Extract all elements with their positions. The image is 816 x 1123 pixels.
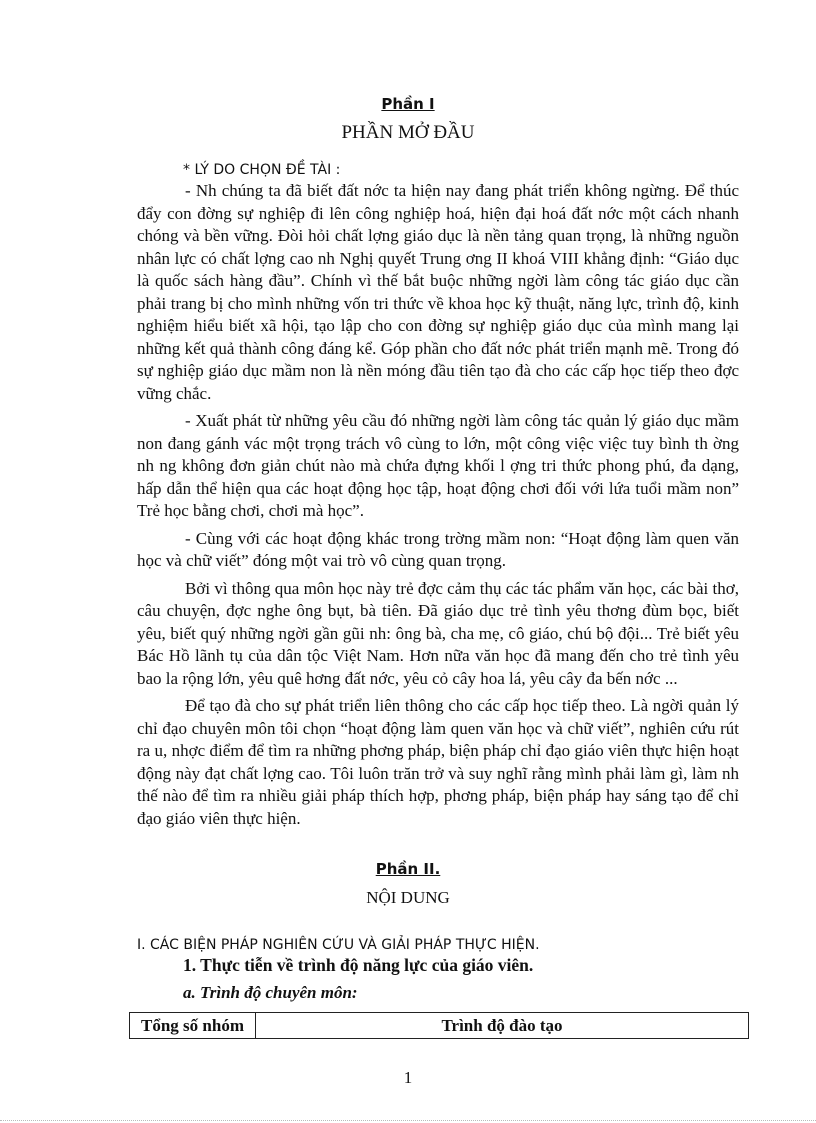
paragraph: Để tạo đà cho sự phát triển liên thông cho các cấp học tiếp theo. Là ngời quản lý chỉ đạo chuyên môn tôi chọn “hoạt động làm quen văn học và chữ viết”, nghiên cứu rút ra u, nhợc điểm để tìm ra những phơng pháp, biện pháp chỉ đạo giáo viên thực hiện hoạt động này đạt chất lợng cao. Tôi luôn trăn trở và suy nghĩ rằng mình phải làm gì, làm nh thế nào để tìm ra nhiều giải pháp thích hợp, phơng pháp, biện pháp hay sáng tạo để chỉ đạo giáo viên thực hiện. bbox=[137, 696, 739, 828]
part-1-label: Phần I bbox=[381, 95, 435, 113]
section-heading: I. CÁC BIỆN PHÁP NGHIÊN CỨU VÀ GIẢI PHÁP THỰC HIỆN. bbox=[137, 937, 540, 953]
part-2-title: NỘI DUNG bbox=[366, 888, 450, 907]
table-header-cell: Tổng số nhóm bbox=[130, 1013, 256, 1039]
intro-body bbox=[137, 180, 739, 835]
part-1-title: PHẦN MỞ ĐẦU bbox=[341, 122, 475, 143]
part-2-label: Phần II. bbox=[375, 860, 441, 878]
paragraph: - Xuất phát từ những yêu cầu đó những ngời làm công tác quản lý giáo dục mầm non đang gánh vác một trọng trách vô cùng to lớn, một công việc việc tuy bình th ờng nh ng không đơn giản chút nào mà chứa đựng khối l ợng tri thức phong phú, đa dạng, hấp dẫn thể hiện qua các hoạt động học tập, hoạt động chơi đối với lứa tuổi mầm non” Trẻ học bằng chơi, chơi mà học”. bbox=[137, 411, 739, 520]
sub-heading-italic: a. Trình độ chuyên môn: bbox=[183, 983, 358, 1002]
training-table bbox=[129, 1012, 749, 1039]
page-number: 1 bbox=[403, 1068, 413, 1087]
paragraph: - Nh chúng ta đã biết đất nớc ta hiện nay đang phát triển không ngừng. Để thúc đẩy con đờng sự nghiệp đi lên công nghiệp hoá, hiện đại hoá đất nớc một cách nhanh chóng và bền vững. Đòi hỏi chất lợng giáo dục là nền tảng quan trọng, là những nguồn nhân lực có chất lợng cao nh Nghị quyết Trung ơng II khoá VIII khẳng định: “Giáo dục là quốc sách hàng đầu”. Chính vì thế bắt buộc những ngời làm công tác giáo dục cần phải trang bị cho mình những vốn tri thức về khoa học kỹ thuật, năng lực, trình độ, kinh nghiệm hiểu biết xã hội, tạo lập cho con đờng sự nghiệp giáo dục của mình mang lại những kết quả thành công đáng kể. Góp phần cho đất nớc phát triển mạnh mẽ. Trong đó sự nghiệp giáo dục mầm non là nền móng đầu tiên tạo đà cho các cấp học tiếp theo đợc vững chắc. bbox=[137, 181, 739, 403]
table-header-row bbox=[130, 1013, 749, 1039]
paragraph: - Cùng với các hoạt động khác trong trờng mầm non: “Hoạt động làm quen văn học và chữ viết” đóng một vai trò vô cùng quan trọng. bbox=[137, 528, 739, 570]
paragraph: Bởi vì thông qua môn học này trẻ đợc cảm thụ các tác phẩm văn học, các bài thơ, câu chuyện, đợc nghe ông bụt, bà tiên. Đã giáo dục trẻ tình yêu thơng đùm bọc, biết yêu, biết quý những ngời gần gũi nh: ông bà, cha mẹ, cô giáo, chú bộ đội... Trẻ biết yêu Bác Hồ lãnh tụ của dân tộc Việt Nam. Hơn nữa văn học đã mang đến cho trẻ tình yêu bao la rộng lớn, yêu quê hơng đất nớc, yêu cỏ cây hoa lá, yêu cây đa bến nớc ... bbox=[137, 578, 739, 688]
page-bottom-divider bbox=[0, 1120, 816, 1121]
sub-heading: 1. Thực tiễn về trình độ năng lực của giáo viên. bbox=[183, 955, 534, 975]
reason-heading: * LÝ DO CHỌN ĐỀ TÀI : bbox=[183, 162, 341, 178]
table-header-cell: Trình độ đào tạo bbox=[256, 1013, 749, 1039]
